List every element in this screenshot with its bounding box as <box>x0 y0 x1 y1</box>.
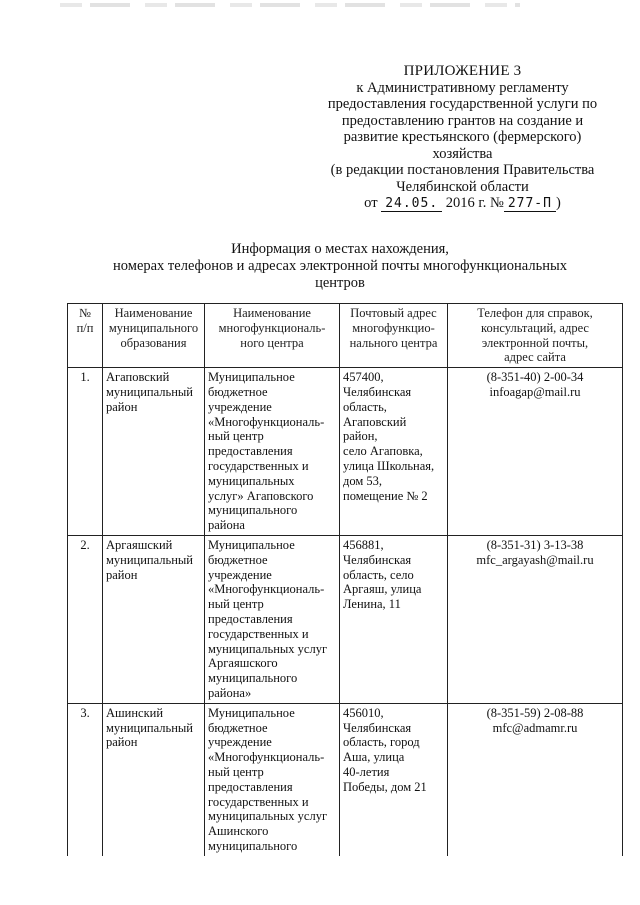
title-line: Информация о местах нахождения, <box>231 241 449 257</box>
table-header-row <box>68 304 623 368</box>
row-address: 457400, Челябинская область, Агаповский район, село Агаповка, улица Школьная, дом 53, помещение № 2 <box>340 368 448 536</box>
appendix-dateline <box>300 195 625 213</box>
appendix-line: развитие крестьянского (фермерского) <box>343 129 582 145</box>
scan-artifact <box>60 3 520 7</box>
table-row <box>68 703 623 855</box>
row-municipality: Ашинский муниципальный район <box>103 703 205 855</box>
row-center: Муниципальное бюджетное учреждение «Многофункциональ- ный центр предоставления государственных и муниципальных услуг Аргаяшского муниципального района» <box>205 535 340 703</box>
handwritten-date: 24.05. <box>381 196 442 212</box>
row-contacts: (8-351-31) 3-13-38 mfc_argayash@mail.ru <box>448 535 623 703</box>
appendix-line: Челябинской области <box>396 178 529 195</box>
header-contacts: Телефон для справок, консультаций, адрес электронной почты, адрес сайта <box>448 304 623 368</box>
table-row <box>68 535 623 703</box>
row-center: Муниципальное бюджетное учреждение «Многофункциональ- ный центр предоставления государственных и муниципальных услуг Ашинского муниципального <box>205 703 340 855</box>
header-municipality: Наименование муниципального образования <box>103 304 205 368</box>
document-title <box>60 241 620 292</box>
table-row <box>68 368 623 536</box>
appendix-line: (в редакции постановления Правительства <box>330 162 595 178</box>
row-address: 456010, Челябинская область, город Аша, улица 40-летия Победы, дом 21 <box>340 703 448 855</box>
appendix-heading: ПРИЛОЖЕНИЕ 3 <box>403 63 522 79</box>
title-line: центров <box>315 275 365 291</box>
appendix-line: предоставлению грантов на создание и <box>341 112 584 129</box>
row-address: 456881, Челябинская область, село Аргаяш, улица Ленина, 11 <box>340 535 448 703</box>
row-center: Муниципальное бюджетное учреждение «Многофункциональ- ный центр предоставления государственных и муниципальных услуг» Агаповского муниципального района <box>205 368 340 536</box>
row-number: 3. <box>68 703 103 855</box>
appendix-line: к Административному регламенту <box>356 79 569 96</box>
year-text: 2016 г. № <box>445 195 504 211</box>
header-address: Почтовый адрес многофункцио- нального центра <box>340 304 448 368</box>
row-number: 1. <box>68 368 103 536</box>
header-number: № п/п <box>68 304 103 368</box>
row-municipality: Агаповский муниципальный район <box>103 368 205 536</box>
handwritten-number: 277-П <box>504 196 556 212</box>
row-contacts: (8-351-59) 2-08-88 mfc@admamr.ru <box>448 703 623 855</box>
appendix-line: предоставления государственной услуги по <box>327 96 598 112</box>
close-paren: ) <box>555 195 561 211</box>
appendix-line: хозяйства <box>432 145 493 162</box>
date-prefix: от <box>364 195 378 211</box>
row-number: 2. <box>68 535 103 703</box>
title-line: номерах телефонов и адресах электронной почты многофункциональных <box>113 258 567 274</box>
row-contacts: (8-351-40) 2-00-34 infoagap@mail.ru <box>448 368 623 536</box>
mfc-info-table <box>67 303 623 856</box>
appendix-block <box>300 63 625 213</box>
row-municipality: Аргаяшский муниципальный район <box>103 535 205 703</box>
header-center: Наименование многофункциональ- ного центра <box>205 304 340 368</box>
